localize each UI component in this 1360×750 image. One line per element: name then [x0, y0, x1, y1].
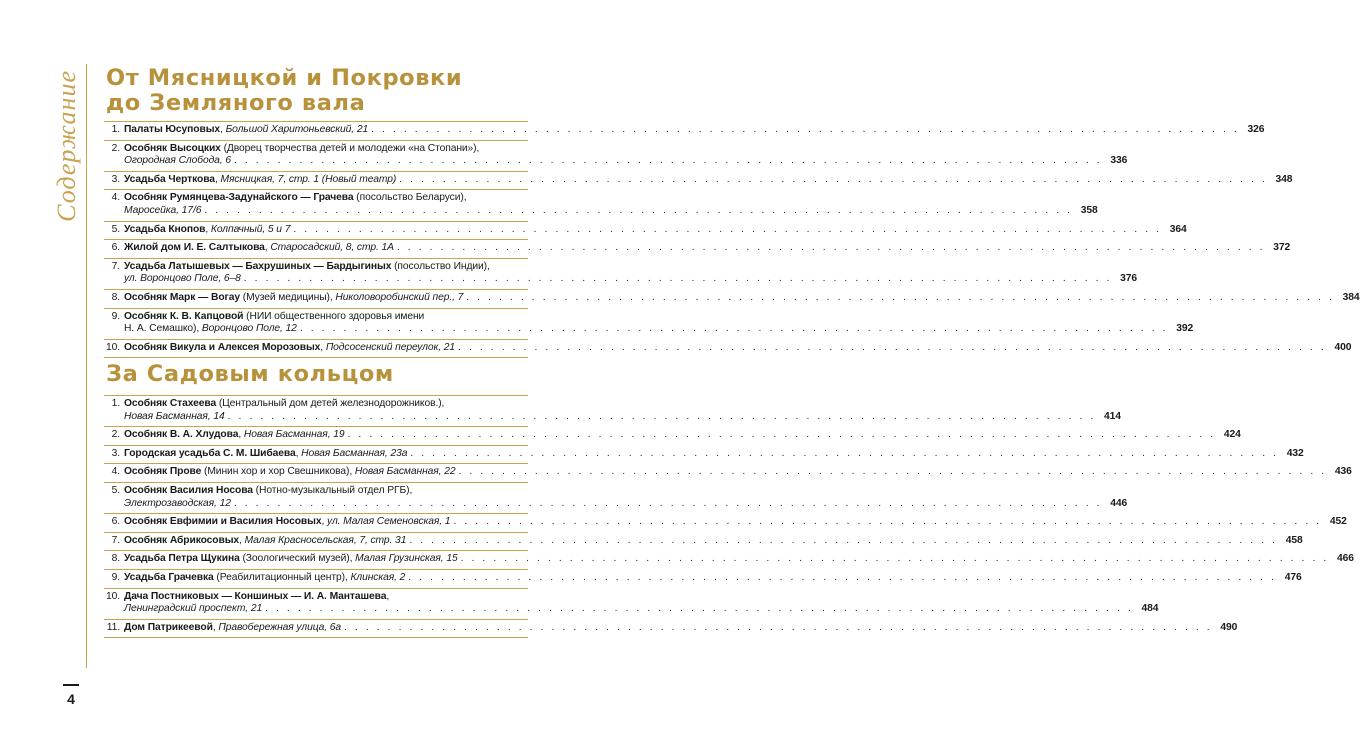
entry-text [124, 192, 466, 205]
entry-title: Дача Постниковых — Коншиных — И. А. Манташева [124, 590, 387, 602]
entry-number: 7. [111, 260, 120, 272]
dot-leader: . . . . . . . . . . . . . . . . . . . . . . . . . . . . . . . . . . . . . . . . . . . . . . . . . . . . . . . . . . . . . . . . . . . . . . . . . . . . . . . . [227, 410, 1096, 422]
entry-text [124, 292, 463, 305]
entry-number: 10. [105, 590, 120, 602]
toc-entry[interactable] [104, 290, 1360, 309]
toc-entry[interactable] [104, 259, 1138, 290]
entry-body [124, 398, 1121, 423]
entry-number: 9. [111, 310, 120, 322]
entry-page: 372 [1273, 242, 1291, 254]
entry-text [124, 398, 444, 411]
entry-note: (Реабилитационный центр), [213, 571, 348, 583]
entry-page: 476 [1284, 571, 1302, 583]
entry-body [124, 571, 1302, 585]
entry-body [124, 310, 1194, 336]
dot-leader: . . . . . . . . . . . . . . . . . . . . . . . . . . . . . . . . . . . . . . . . . . . . . . . . . . . . . . . . . . . . . . . . . . . . . . . . . . . . . . . . [293, 223, 1162, 235]
entry-address: Подсосенский переулок, 21 [325, 341, 456, 353]
entry-line [124, 603, 1159, 616]
entry-note: (Зоологический музей), [239, 553, 353, 565]
entry-body [124, 466, 1352, 479]
entry-address: Правобережная улица, 6а [218, 621, 341, 633]
dot-leader: . . . . . . . . . . . . . . . . . . . . . . . . . . . . . . . . . . . . . . . . . . . . . . . . . . . . . . . . . . . . . . . . . . . . . . . . . . . . . . . . [344, 621, 1213, 633]
entry-body [124, 124, 1265, 137]
entry-title: Особняк В. А. Хлудова [124, 429, 239, 441]
entry-line [124, 291, 1360, 305]
entry-line [124, 398, 528, 411]
entry-address: Большой Харитоньевский, 21 [225, 124, 369, 135]
entry-address: Новая Басманная, 19 [243, 429, 345, 441]
entry-title: Жилой дом И. Е. Салтыкова [124, 242, 265, 254]
entry-title: Палаты Юсуповых [124, 124, 221, 135]
entry-line [124, 323, 1194, 336]
entry-number: 3. [111, 447, 120, 459]
entry-text [124, 205, 201, 218]
entry-text [124, 261, 490, 274]
entry-line [124, 311, 528, 324]
entry-text: Палаты Юсуповых, Большой Харитоньевский, 21 [124, 124, 369, 135]
entry-line [124, 192, 528, 205]
entry-number: 2. [111, 142, 120, 154]
entry-line [124, 534, 1303, 548]
entry-address: Старосадский, 8, стр. 1А [270, 242, 394, 254]
entry-text [124, 485, 412, 498]
entry-number: 3. [111, 173, 120, 185]
toc-entry[interactable] [104, 240, 1291, 259]
entry-page: 400 [1334, 341, 1352, 353]
entry-text: Особняк В. А. Хлудова, Новая Басманная, 19 [124, 429, 345, 441]
entry-line [124, 571, 1302, 585]
entry-address: Новая Басманная, 23а [301, 447, 408, 459]
entry-note: , [321, 516, 325, 528]
entry-text: Усадьба Черткова, Мясницкая, 7, стр. 1 (Новый театр) [124, 173, 397, 185]
entry-number: 8. [111, 291, 120, 303]
toc-entry[interactable] [104, 483, 1128, 514]
entry-title: Усадьба Петра Щукина [124, 553, 240, 565]
entry-title: Городская усадьба С. М. Шибаева [124, 447, 296, 459]
entry-address: Малая Красносельская, 7, стр. 31 [244, 534, 407, 546]
entry-text: Жилой дом И. Е. Салтыкова, Старосадский, 8, стр. 1А [124, 242, 394, 254]
entry-line [124, 447, 1304, 461]
entry-body [124, 192, 1098, 217]
toc-entry[interactable] [104, 446, 1304, 465]
dot-leader: . . . . . . . . . . . . . . . . . . . . . . . . . . . . . . . . . . . . . . . . . . . . . . . . . . . . . . . . . . . . . . . . . . . . . . . . . . . . . . . . [204, 204, 1073, 216]
toc-entry[interactable] [104, 589, 1159, 620]
entry-number: 1. [111, 398, 120, 409]
entry-address: Новая Басманная, 14 [124, 410, 225, 422]
entry-text: Особняк Абрикосовых, Малая Красносельская, 7, стр. 31 [124, 534, 407, 546]
entry-page: 432 [1286, 447, 1304, 459]
entry-body [124, 621, 1238, 635]
entry-note: (Дворец творчества детей и молодежи «на Стопани»), [220, 142, 480, 154]
entry-note: Н. А. Семашко), [124, 323, 202, 335]
entry-body [124, 429, 1241, 442]
toc-list-1 [104, 121, 1360, 358]
side-label: Содержание [52, 70, 81, 222]
entry-text: Усадьба Кнопов, Колпачный, 5 и 7 [124, 223, 291, 235]
entry-text [124, 553, 458, 566]
toc-entry[interactable] [104, 340, 1352, 359]
entry-text [124, 498, 231, 511]
entry-title: Усадьба Черткова [124, 173, 215, 185]
entry-address: ул. Малая Семеновская, 1 [327, 516, 451, 528]
entry-page: 484 [1141, 603, 1159, 615]
entry-title: Особняк Стахеева [124, 398, 217, 409]
section-title-1 [106, 66, 486, 116]
entry-body [124, 260, 1138, 286]
entry-page: 452 [1329, 516, 1347, 528]
entry-title: Особняк Румянцева-Задунайского — Грачева [124, 192, 354, 204]
entry-address: Мясницкая, 7, стр. 1 (Новый театр) [220, 173, 397, 185]
entry-text [124, 572, 405, 585]
entry-number: 6. [111, 242, 120, 254]
entry-note: (Нотно-музыкальный отдел РГБ), [252, 484, 413, 496]
entry-body [124, 534, 1303, 548]
entry-line [124, 591, 528, 604]
entry-page: 392 [1176, 323, 1194, 335]
entry-body [124, 341, 1352, 355]
entry-number: 2. [111, 429, 120, 441]
toc-entry[interactable] [104, 190, 1098, 221]
dot-leader: . . . . . . . . . . . . . . . . . . . . . . . . . . . . . . . . . . . . . . . . . . . . . . . . . . . . . . . . . . . . . . . . . . . . . . . . . . . . . . . . [410, 447, 1279, 459]
toc-entry[interactable] [104, 533, 1303, 552]
entry-text [124, 466, 455, 479]
entry-body [124, 173, 1293, 187]
section-title-2 [106, 362, 394, 387]
dot-leader: . . . . . . . . . . . . . . . . . . . . . . . . . . . . . . . . . . . . . . . . . . . . . . . . . . . . . . . . . . . . . . . . . . . . . . . . . . . . . . . . [243, 273, 1113, 285]
entry-page: 424 [1223, 429, 1241, 441]
entry-page: 376 [1120, 273, 1138, 285]
entry-address: Воронцово Поле, 12 [201, 323, 297, 335]
entry-number: 1. [111, 124, 120, 135]
entry-address: Клинская, 2 [350, 571, 406, 583]
entry-address: Огородная Слобода, 6 [124, 155, 231, 167]
dot-leader: . . . . . . . . . . . . . . . . . . . . . . . . . . . . . . . . . . . . . . . . . . . . . . . . . . . . . . . . . . . . . . . . . . . . . . . . . . . . . . . . [408, 571, 1277, 583]
entry-address: Николоворобинский пер., 7 [335, 291, 464, 303]
entry-address: ул. Воронцово Поле, 6–8 [124, 273, 241, 285]
entry-title: Особняк Абрикосовых [124, 534, 240, 546]
entry-number: 7. [111, 534, 120, 546]
entry-note: (посольство Индии), [391, 260, 490, 272]
entry-note: (НИИ общественного здоровья имени [243, 310, 425, 322]
toc-entry[interactable] [104, 551, 1354, 570]
entry-page: 364 [1169, 223, 1187, 235]
entry-text [124, 273, 241, 286]
entry-line [124, 204, 1098, 218]
entry-body [124, 590, 1159, 616]
entry-number: 11. [106, 621, 120, 633]
entry-page: 414 [1104, 410, 1121, 422]
entry-address: Маросейка, 17/6 [124, 204, 202, 216]
entry-page: 384 [1342, 291, 1360, 303]
entry-address: Электрозаводская, 12 [124, 497, 231, 509]
entry-text [124, 591, 389, 604]
entry-line [124, 341, 1352, 355]
entry-page: 446 [1110, 497, 1128, 509]
entry-body [124, 291, 1360, 305]
toc-entry[interactable] [104, 514, 1347, 533]
entry-title: Особняк Викула и Алексея Морозовых [124, 341, 321, 353]
entry-title: Особняк Василия Носова [124, 484, 253, 496]
entry-title: Усадьба Латышевых — Бахрушиных — Бардыгиных [124, 260, 392, 272]
entry-line [124, 485, 528, 498]
toc-entry[interactable] [104, 141, 1128, 172]
entry-text [124, 143, 479, 156]
dot-leader: . . . . . . . . . . . . . . . . . . . . . . . . . . . . . . . . . . . . . . . . . . . . . . . . . . . . . . . . . . . . . . . . . . . . . . . . . . . . . . . . [347, 429, 1216, 441]
dot-leader: . . . . . . . . . . . . . . . . . . . . . . . . . . . . . . . . . . . . . . . . . . . . . . . . . . . . . . . . . . . . . . . . . . . . . . . . . . . . . . . . [460, 553, 1329, 565]
entry-number: 6. [111, 516, 120, 528]
entry-number: 5. [111, 223, 120, 235]
entry-line [124, 155, 1128, 168]
entry-address: Колпачный, 5 и 7 [210, 223, 291, 235]
entry-line [124, 497, 1128, 511]
entry-text: Городская усадьба С. М. Шибаева, Новая Басманная, 23а [124, 447, 408, 459]
entry-number: 5. [111, 484, 120, 496]
toc-entry[interactable] [104, 620, 1238, 639]
entry-note: (Музей медицины), [240, 291, 333, 303]
dot-leader: . . . . . . . . . . . . . . . . . . . . . . . . . . . . . . . . . . . . . . . . . . . . . . . . . . . . . . . . . . . . . . . . . . . . . . . . . . . . . . . . [466, 291, 1335, 303]
entry-text [124, 411, 225, 424]
dot-leader: . . . . . . . . . . . . . . . . . . . . . . . . . . . . . . . . . . . . . . . . . . . . . . . . . . . . . . . . . . . . . . . . . . . . . . . . . . . . . . . . [458, 466, 1327, 478]
entry-title: Особняк Марк — Вогау [124, 291, 240, 303]
entry-number: 4. [111, 192, 120, 204]
toc-entry[interactable] [104, 395, 1121, 427]
entry-page: 490 [1220, 621, 1238, 633]
entry-line [124, 173, 1293, 187]
entry-title: Дом Патрикеевой [124, 621, 213, 633]
dot-leader: . . . . . . . . . . . . . . . . . . . . . . . . . . . . . . . . . . . . . . . . . . . . . . . . . . . . . . . . . . . . . . . . . . . . . . . . . . . . . . . . [299, 323, 1169, 335]
entry-address: Ленинградский проспект, 21 [124, 603, 263, 615]
entry-body [124, 142, 1128, 168]
entry-title: Особняк Прове [124, 466, 202, 478]
entry-line [124, 261, 528, 274]
entry-text [124, 516, 450, 529]
entry-page: 466 [1336, 553, 1354, 565]
entry-line [124, 429, 1241, 442]
toc-entry[interactable] [104, 427, 1241, 446]
entry-title: Усадьба Грачевка [124, 571, 214, 583]
entry-line [124, 466, 1352, 479]
entry-text [124, 603, 262, 616]
entry-title: Особняк Высоцких [124, 142, 221, 154]
entry-address: Новая Басманная, 22 [354, 466, 456, 478]
toc-list-2 [104, 395, 1354, 638]
entry-body [124, 484, 1128, 510]
entry-text: Дом Патрикеевой, Правобережная улица, 6а [124, 621, 341, 633]
entry-address: Малая Грузинская, 15 [355, 553, 458, 565]
entry-body [124, 516, 1347, 529]
section-title-2-line1: За Садовым кольцом [106, 361, 394, 387]
entry-note: (Минин хор и хор Свешникова), [201, 466, 353, 478]
entry-number: 10. [105, 341, 120, 353]
entry-line [124, 242, 1291, 255]
entry-page: 458 [1285, 534, 1303, 546]
entry-line [124, 516, 1347, 529]
dot-leader: . . . . . . . . . . . . . . . . . . . . . . . . . . . . . . . . . . . . . . . . . . . . . . . . . . . . . . . . . . . . . . . . . . . . . . . . . . . . . . . . [453, 516, 1322, 528]
toc-entry[interactable] [104, 570, 1302, 589]
entry-page: 336 [1110, 155, 1128, 167]
toc-entry[interactable] [104, 222, 1187, 241]
entry-line [124, 124, 1265, 137]
dot-leader: . . . . . . . . . . . . . . . . . . . . . . . . . . . . . . . . . . . . . . . . . . . . . . . . . . . . . . . . . . . . . . . . . . . . . . . . . . . . . . . . [409, 534, 1278, 546]
entry-title: Усадьба Кнопов [124, 223, 206, 235]
entry-line [124, 410, 1121, 424]
page-number: 4 [67, 691, 75, 707]
dot-leader: . . . . . . . . . . . . . . . . . . . . . . . . . . . . . . . . . . . . . . . . . . . . . . . . . . . . . . . . . . . . . . . . . . . . . . . . . . . . . . . . [233, 155, 1103, 167]
entry-line [124, 223, 1187, 237]
dot-leader: . . . . . . . . . . . . . . . . . . . . . . . . . . . . . . . . . . . . . . . . . . . . . . . . . . . . . . . . . . . . . . . . . . . . . . . . . . . . . . . . [458, 341, 1327, 353]
entry-note: (посольство Беларуси), [353, 192, 467, 204]
entry-body [124, 242, 1291, 255]
entry-text: Особняк Викула и Алексея Морозовых, Подсосенский переулок, 21 [124, 341, 456, 353]
entry-page: 326 [1247, 124, 1265, 135]
entry-text [124, 155, 231, 168]
entry-page: 348 [1275, 173, 1293, 185]
entry-note: , [386, 590, 390, 602]
toc-entry[interactable] [104, 172, 1293, 191]
entry-body [124, 553, 1354, 566]
entry-line [124, 621, 1238, 635]
entry-number: 4. [111, 466, 120, 478]
section-title-1-line2: до Земляного вала [106, 90, 366, 116]
entry-line [124, 143, 528, 156]
dot-leader: . . . . . . . . . . . . . . . . . . . . . . . . . . . . . . . . . . . . . . . . . . . . . . . . . . . . . . . . . . . . . . . . . . . . . . . . . . . . . . . . [396, 242, 1266, 254]
entry-number: 9. [111, 571, 120, 583]
toc-entry[interactable] [104, 464, 1352, 483]
entry-body [124, 223, 1187, 237]
entry-title: Особняк Евфимии и Василия Носовых [124, 516, 322, 528]
side-rule [86, 64, 87, 668]
toc-entry[interactable] [104, 121, 1265, 141]
entry-text [124, 323, 297, 336]
entry-body [124, 447, 1304, 461]
dot-leader: . . . . . . . . . . . . . . . . . . . . . . . . . . . . . . . . . . . . . . . . . . . . . . . . . . . . . . . . . . . . . . . . . . . . . . . . . . . . . . . . [399, 173, 1268, 185]
folio-rule [63, 684, 79, 686]
entry-number: 8. [111, 553, 120, 565]
dot-leader: . . . . . . . . . . . . . . . . . . . . . . . . . . . . . . . . . . . . . . . . . . . . . . . . . . . . . . . . . . . . . . . . . . . . . . . . . . . . . . . . [233, 497, 1103, 509]
section-title-1-line1: От Мясницкой и Покровки [106, 65, 463, 91]
entry-page: 358 [1080, 204, 1098, 216]
toc-entry[interactable] [104, 309, 1194, 340]
dot-leader: . . . . . . . . . . . . . . . . . . . . . . . . . . . . . . . . . . . . . . . . . . . . . . . . . . . . . . . . . . . . . . . . . . . . . . . . . . . . . . . . [265, 603, 1134, 615]
entry-page: 436 [1334, 466, 1352, 478]
entry-line [124, 273, 1138, 286]
entry-text [124, 311, 424, 324]
dot-leader: . . . . . . . . . . . . . . . . . . . . . . . . . . . . . . . . . . . . . . . . . . . . . . . . . . . . . . . . . . . . . . . . . . . . . . . . . . . . . . . . [371, 124, 1240, 135]
entry-line [124, 553, 1354, 566]
entry-title: Особняк К. В. Капцовой [124, 310, 244, 322]
entry-note: (Центральный дом детей железнодорожников.), [216, 398, 445, 409]
